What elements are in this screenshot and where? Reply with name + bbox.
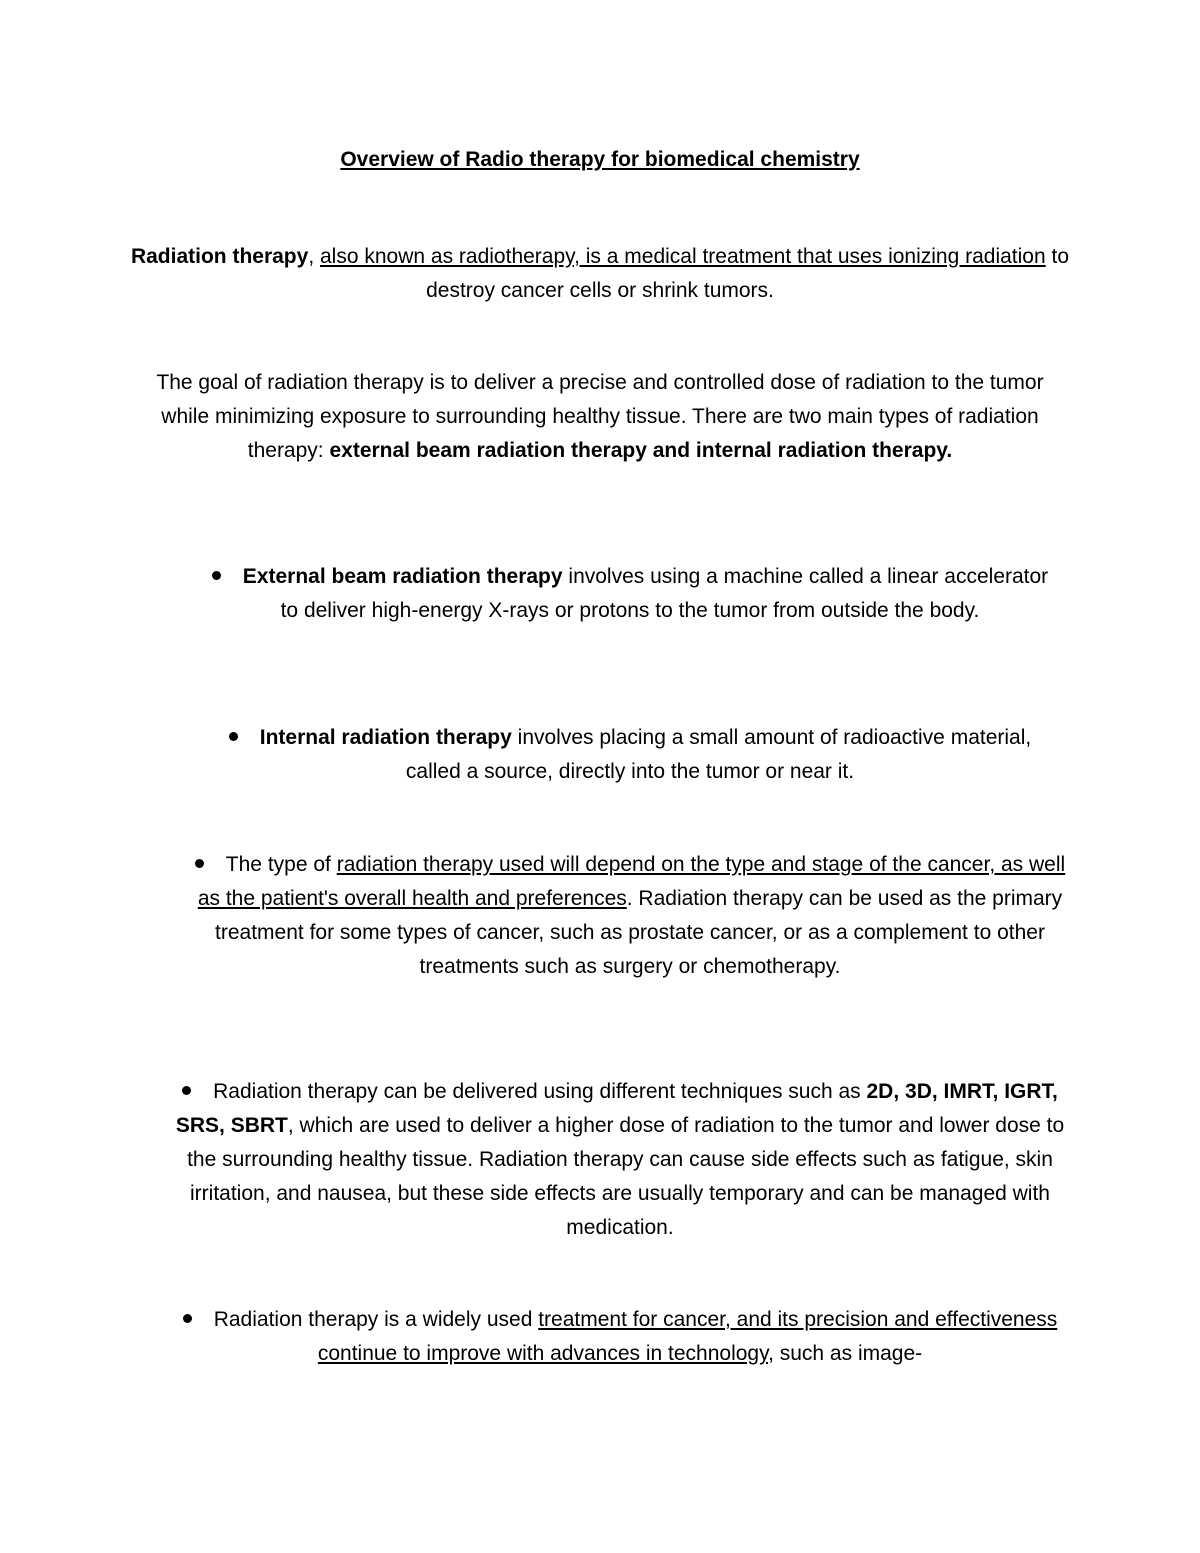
list-item	[190, 848, 1070, 984]
bullet-icon	[229, 732, 238, 741]
bullet-icon	[195, 859, 204, 868]
document-title: Overview of Radio therapy for biomedical chemistry	[340, 148, 860, 171]
bullet-icon	[183, 1314, 192, 1323]
bullet-pre: The type of	[225, 853, 337, 876]
bullet-underlined: radiation therapy used will depend on the type and stage of the cancer, as well as the patient's overall health and preferences	[197, 853, 1066, 910]
list-item	[210, 560, 1050, 628]
intro-term: Radiation therapy	[130, 245, 309, 268]
list-item	[210, 721, 1050, 789]
intro-comma: ,	[308, 245, 320, 268]
bullet-text: . Radiation therapy can be used as the primary treatment for some types of cancer, such as prostate cancer, or as a complement to other treatments such as surgery or chemotherapy.	[215, 887, 1063, 978]
bullet-text: , such as image-	[768, 1342, 923, 1365]
goal-types: external beam radiation therapy and internal radiation therapy.	[329, 439, 953, 462]
bullet-term: Internal radiation therapy	[259, 726, 512, 749]
bullet-pre: Radiation therapy is a widely used	[213, 1308, 539, 1331]
bullet-underlined: treatment for cancer, and its precision and effectiveness continue to improve with advances in technology	[317, 1308, 1058, 1365]
list-item	[170, 1075, 1070, 1245]
list-item	[170, 1303, 1070, 1371]
bullet-text: involves placing a small amount of radioactive material, called a source, directly into the tumor or near it.	[405, 726, 1032, 783]
bullet-icon	[212, 571, 221, 580]
bullet-text: , which are used to deliver a higher dose of radiation to the tumor and lower dose to the surrounding healthy tissue. Radiation therapy can cause side effects such as fatigue, skin irritation, and nausea, but these side effects are usually temporary and can be managed with medication.	[187, 1114, 1065, 1239]
bullet-text: involves using a machine called a linear accelerator to deliver high-energy X-rays or protons to the tumor from outside the body.	[280, 565, 1049, 622]
intro-paragraph	[130, 240, 1070, 308]
bullet-icon	[182, 1086, 191, 1095]
goal-paragraph	[130, 366, 1070, 468]
bullet-term: External beam radiation therapy	[242, 565, 563, 588]
intro-rest: to destroy cancer cells or shrink tumors.	[426, 245, 1070, 302]
bullet-pre: Radiation therapy can be delivered using different techniques such as	[213, 1080, 867, 1103]
goal-text: The goal of radiation therapy is to deliver a precise and controlled dose of radiation to the tumor while minimizing exposure to surrounding healthy tissue. There are two main types of radiation therapy:	[156, 371, 1044, 462]
bullet-techniques: 2D, 3D, IMRT, IGRT, SRS, SBRT	[175, 1080, 1058, 1137]
intro-definition: also known as radiotherapy, is a medical treatment that uses ionizing radiation	[320, 245, 1046, 268]
